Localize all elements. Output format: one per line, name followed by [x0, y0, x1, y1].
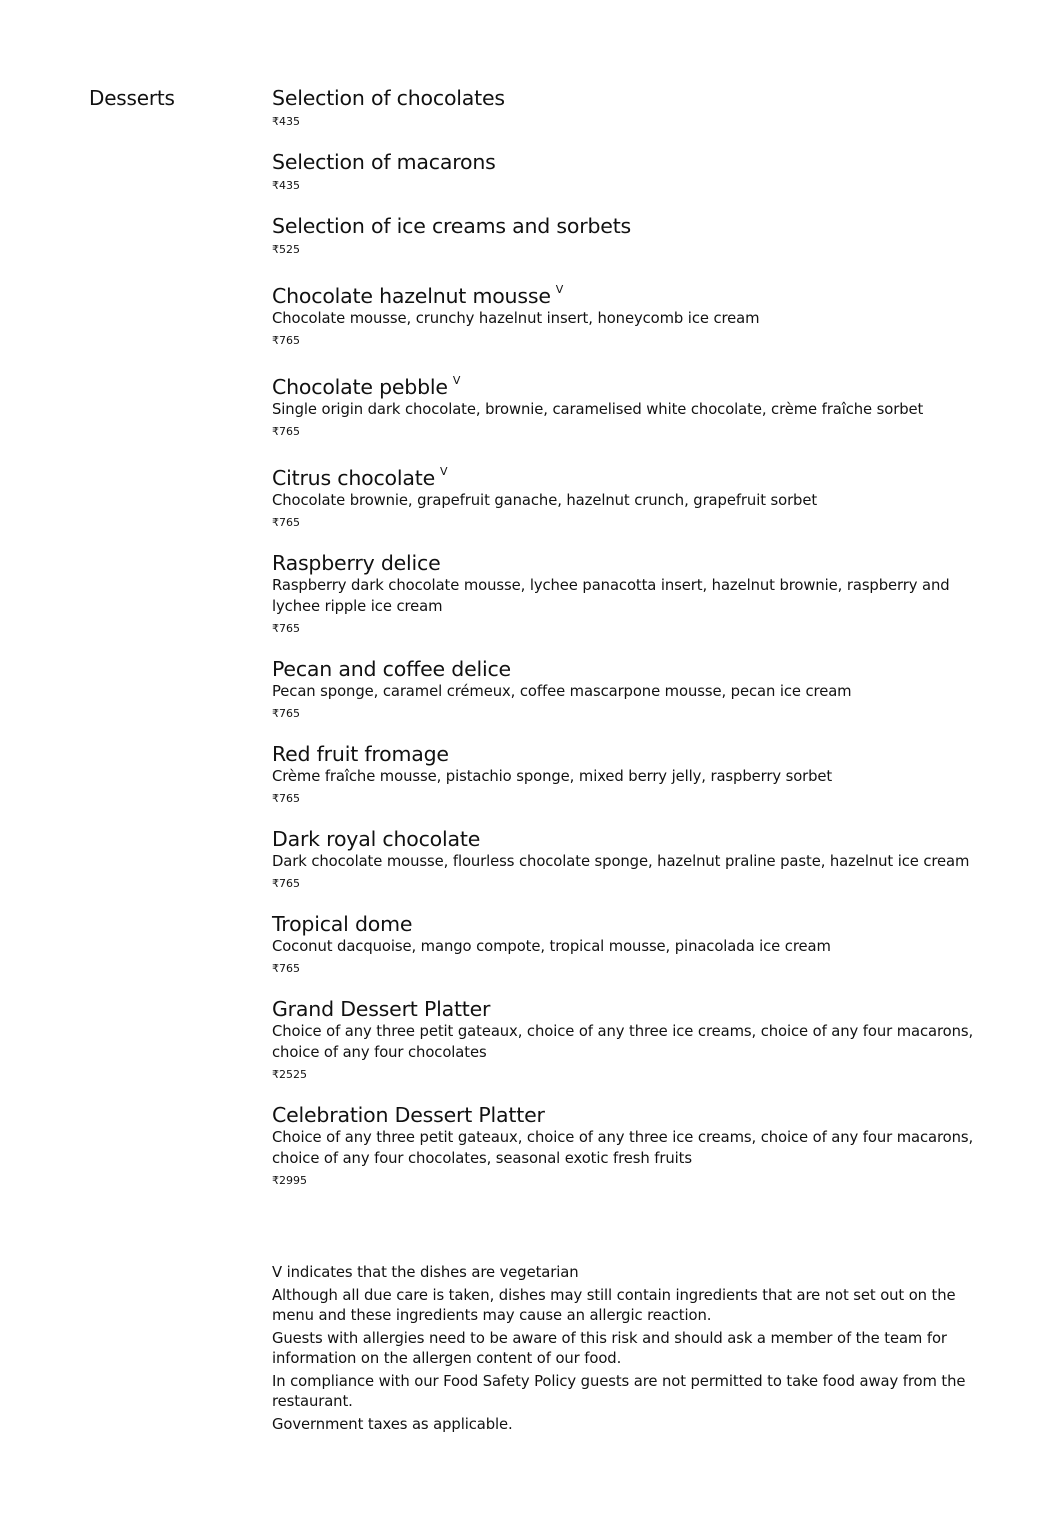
item-name-row — [272, 278, 992, 308]
item-name-row — [272, 551, 992, 575]
menu-item — [272, 827, 992, 892]
item-description: Crème fraîche mousse, pistachio sponge, mixed berry jelly, raspberry sorbet — [272, 768, 833, 785]
item-name-row — [272, 1103, 992, 1127]
menu-item — [272, 214, 992, 258]
item-name-row — [272, 827, 992, 851]
item-description: Coconut dacquoise, mango compote, tropical mousse, pinacolada ice cream — [272, 938, 831, 955]
menu-item — [272, 460, 992, 531]
item-name: Raspberry delice — [272, 551, 441, 575]
allergen-note: Although all due care is taken, dishes may still contain ingredients that are not set out on the menu and these ingredients may cause an allergic reaction. — [272, 1286, 956, 1324]
menu-item — [272, 1103, 992, 1189]
item-name: Pecan and coffee delice — [272, 657, 511, 681]
item-description: Choice of any three petit gateaux, choice of any three ice creams, choice of any four macarons, choice of any four chocolates, seasonal exotic fresh fruits — [272, 1129, 974, 1167]
vegetarian-mark: V — [555, 283, 564, 296]
menu-item — [272, 742, 992, 807]
item-name: Chocolate pebble — [272, 375, 448, 399]
vegetarian-note: V indicates that the dishes are vegetarian — [272, 1264, 579, 1281]
item-name: Celebration Dessert Platter — [272, 1103, 545, 1127]
item-description: Pecan sponge, caramel crémeux, coffee mascarpone mousse, pecan ice cream — [272, 683, 852, 700]
menu-item — [272, 150, 992, 194]
item-price: ₹435 — [272, 115, 300, 128]
item-name: Red fruit fromage — [272, 742, 449, 766]
vegetarian-mark: V — [440, 465, 448, 478]
item-name-row — [272, 86, 992, 110]
allergy-guests-note: Guests with allergies need to be aware of this risk and should ask a member of the team for information on the allergen content of our food. — [272, 1329, 947, 1367]
item-price: ₹765 — [272, 425, 300, 438]
item-name: Selection of ice creams and sorbets — [272, 214, 632, 238]
item-name-row — [272, 657, 992, 681]
item-name-row — [272, 150, 992, 174]
item-description: Chocolate mousse, crunchy hazelnut insert, honeycomb ice cream — [272, 310, 760, 327]
item-name: Dark royal chocolate — [272, 827, 481, 851]
item-name-row — [272, 369, 992, 399]
item-name-row — [272, 997, 992, 1021]
section-title: Desserts — [89, 86, 175, 110]
item-description: Chocolate brownie, grapefruit ganache, hazelnut crunch, grapefruit sorbet — [272, 492, 818, 509]
item-description: Raspberry dark chocolate mousse, lychee panacotta insert, hazelnut brownie, raspberry and lychee ripple ice cream — [272, 577, 950, 615]
item-name: Grand Dessert Platter — [272, 997, 491, 1021]
menu-item — [272, 369, 992, 440]
menu-item — [272, 86, 992, 130]
item-description: Dark chocolate mousse, flourless chocolate sponge, hazelnut praline paste, hazelnut ice cream — [272, 853, 970, 870]
food-safety-note: In compliance with our Food Safety Policy guests are not permitted to take food away from the restaurant. — [272, 1372, 966, 1410]
item-price: ₹765 — [272, 622, 300, 635]
item-name-row — [272, 912, 992, 936]
menu-item — [272, 278, 992, 349]
menu-item — [272, 657, 992, 722]
item-name-row — [272, 742, 992, 766]
item-price: ₹435 — [272, 179, 300, 192]
item-price: ₹765 — [272, 516, 300, 529]
item-price: ₹765 — [272, 334, 300, 347]
item-price: ₹765 — [272, 792, 300, 805]
menu-item — [272, 551, 992, 637]
item-name: Selection of chocolates — [272, 86, 505, 110]
item-price: ₹765 — [272, 707, 300, 720]
item-price: ₹765 — [272, 877, 300, 890]
item-price: ₹525 — [272, 243, 300, 256]
item-name: Tropical dome — [272, 912, 413, 936]
menu-notes — [272, 1263, 972, 1437]
menu-item — [272, 912, 992, 977]
item-name-row — [272, 460, 992, 490]
item-description: Single origin dark chocolate, brownie, caramelised white chocolate, crème fraîche sorbet — [272, 401, 924, 418]
item-name: Citrus chocolate — [272, 466, 435, 490]
menu-item — [272, 997, 992, 1083]
item-name: Chocolate hazelnut mousse — [272, 284, 551, 308]
item-description: Choice of any three petit gateaux, choice of any three ice creams, choice of any four macarons, choice of any four chocolates — [272, 1023, 974, 1061]
item-price: ₹765 — [272, 962, 300, 975]
vegetarian-mark: V — [452, 374, 461, 387]
item-name-row — [272, 214, 992, 238]
item-name: Selection of macarons — [272, 150, 496, 174]
item-price: ₹2525 — [272, 1068, 307, 1081]
item-price: ₹2995 — [272, 1174, 307, 1187]
taxes-note: Government taxes as applicable. — [272, 1415, 513, 1433]
menu-items — [272, 86, 992, 1189]
